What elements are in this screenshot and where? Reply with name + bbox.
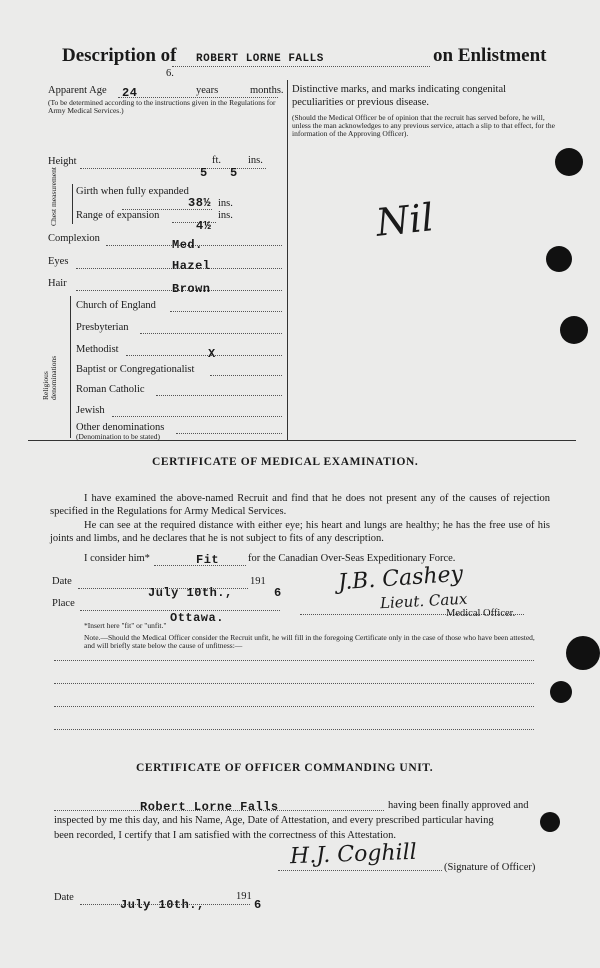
title-right: on Enlistment xyxy=(433,45,547,66)
marks-note: (Should the Medical Officer be of opinion that the recruit has served before, he will, unless the man acknowledges to any previous service, attach a slip to that effect, for the information of the Approving Officer). xyxy=(292,113,555,138)
medical-para2: He can see at the required distance with either eye; his heart and lungs are healthy; he has the free use of his joints and limbs, and he declares that he is not subject to fits of any description. xyxy=(50,520,550,544)
religion-side-label: Religious denominations xyxy=(41,355,58,400)
ft-label: ft. xyxy=(212,155,222,166)
hair-label: Hair xyxy=(48,278,67,289)
officer-line1-tail: having been finally approved and xyxy=(388,800,529,811)
religion-presbyterian: Presbyterian xyxy=(76,322,129,333)
punch-hole xyxy=(566,636,600,670)
religion-baptist: Baptist or Congregationalist xyxy=(76,364,195,375)
age-note: (To be determined according to the instructions given in the Regulations for Army Medical Services.) xyxy=(48,98,276,115)
officer-date-value: July 10th., xyxy=(120,898,205,912)
ins-label: ins. xyxy=(248,155,263,166)
officer-line3: been recorded, I certify that I am satisfied with the correctness of this Attestation. xyxy=(54,830,397,841)
medical-date-label: Date xyxy=(52,576,72,587)
religion-dots xyxy=(170,311,282,312)
religion-methodist: Methodist xyxy=(76,344,119,355)
medical-year-prefix: 191 xyxy=(250,576,266,587)
religion-dots xyxy=(140,333,282,334)
religion-roman-catholic: Roman Catholic xyxy=(76,384,145,395)
age-years-value: 24 xyxy=(122,86,138,100)
expansion-label: Range of expansion xyxy=(76,210,160,221)
religion-dots xyxy=(210,375,282,376)
column-divider xyxy=(287,80,288,440)
religion-dots xyxy=(112,416,282,417)
place-label: Place xyxy=(52,598,75,609)
medical-officer-label: Medical Officer. xyxy=(446,608,516,619)
chest-side-label: Chest measurement xyxy=(49,167,58,226)
medical-officer-rank: Lieut. Caux xyxy=(379,589,468,613)
officer-year-value: 6 xyxy=(254,898,262,912)
recruit-name-typed: ROBERT LORNE FALLS xyxy=(196,53,324,65)
height-label: Height xyxy=(48,156,77,167)
years-label: years xyxy=(196,85,219,96)
officer-date-label: Date xyxy=(54,892,74,903)
medical-year-value: 6 xyxy=(274,586,282,600)
chest-bracket xyxy=(72,184,73,224)
marks-heading: Distinctive marks, and marks indicating congenital peculiarities or previous disease. xyxy=(292,84,507,108)
girth-value: 38½ xyxy=(188,196,212,210)
fit-value: Fit xyxy=(196,553,220,567)
height-ft-value: 5 xyxy=(200,166,208,180)
medical-date-value: July 10th., xyxy=(148,586,233,600)
officer-year-prefix: 191 xyxy=(236,891,252,902)
consider-a: I consider him* xyxy=(84,553,150,564)
punch-hole xyxy=(555,148,583,176)
expansion-ins: ins. xyxy=(218,210,233,221)
expansion-value: 4½ xyxy=(196,219,212,233)
eyes-label: Eyes xyxy=(48,256,69,267)
height-dots xyxy=(80,168,266,169)
cause-line xyxy=(54,729,534,730)
title-dotted-line xyxy=(172,66,430,67)
religion-other-note: (Denomination to be stated) xyxy=(76,432,160,441)
punch-hole xyxy=(560,316,588,344)
consider-b: for the Canadian Over-Seas Expeditionary Force. xyxy=(248,553,456,564)
complexion-label: Complexion xyxy=(48,233,100,244)
complexion-value: Med. xyxy=(172,238,203,252)
medical-para1: I have examined the above-named Recruit and find that he does not present any of the causes of rejection specified in the Regulations for Army Medical Services. xyxy=(50,493,550,517)
title-left: Description of xyxy=(62,45,177,66)
place-value: Ottawa. xyxy=(170,611,224,625)
officer-name-value: Robert Lorne Falls xyxy=(140,800,279,814)
months-label: months. xyxy=(250,85,284,96)
religion-church-of-england: Church of England xyxy=(76,300,156,311)
officer-heading: CERTIFICATE OF OFFICER COMMANDING UNIT. xyxy=(136,762,434,774)
hair-value: Brown xyxy=(172,282,211,296)
officer-signature: H.J. Coghill xyxy=(289,839,418,870)
cause-line xyxy=(54,706,534,707)
age-label: Apparent Age xyxy=(48,85,107,96)
unfit-note: *Insert here "fit" or "unfit." xyxy=(84,621,167,630)
punch-hole xyxy=(546,246,572,272)
religion-dots xyxy=(156,395,282,396)
religion-dots xyxy=(176,433,282,434)
religion-other: Other denominations xyxy=(76,422,165,433)
girth-ins: ins. xyxy=(218,198,233,209)
medical-officer-signature: J.B. Cashey xyxy=(337,561,464,596)
eyes-value: Hazel xyxy=(172,259,211,273)
punch-hole xyxy=(540,812,560,832)
cause-line xyxy=(54,683,534,684)
cause-line xyxy=(54,660,534,661)
methodist-mark: X xyxy=(208,347,216,361)
religion-dots xyxy=(126,355,282,356)
height-in-value: 5 xyxy=(230,166,238,180)
officer-signature-dots xyxy=(278,870,442,871)
medical-note: Note.—Should the Medical Officer consider the Recruit unfit, he will fill in the foregoing Certificate only in the case of those who have been attested, and will briefly state below the cause of unfitness:— xyxy=(84,633,535,650)
officer-line2: inspected by me this day, and his Name, Age, Date of Attestation, and every prescribed particular having xyxy=(54,815,494,826)
officer-signature-label: (Signature of Officer) xyxy=(444,862,536,873)
religion-bracket xyxy=(70,296,71,438)
religion-jewish: Jewish xyxy=(76,405,105,416)
punch-hole xyxy=(550,681,572,703)
girth-label: Girth when fully expanded xyxy=(76,186,189,197)
title-mark: 6. xyxy=(166,68,174,79)
medical-heading: CERTIFICATE OF MEDICAL EXAMINATION. xyxy=(152,456,419,468)
marks-nil-handwritten: Nil xyxy=(373,195,436,245)
